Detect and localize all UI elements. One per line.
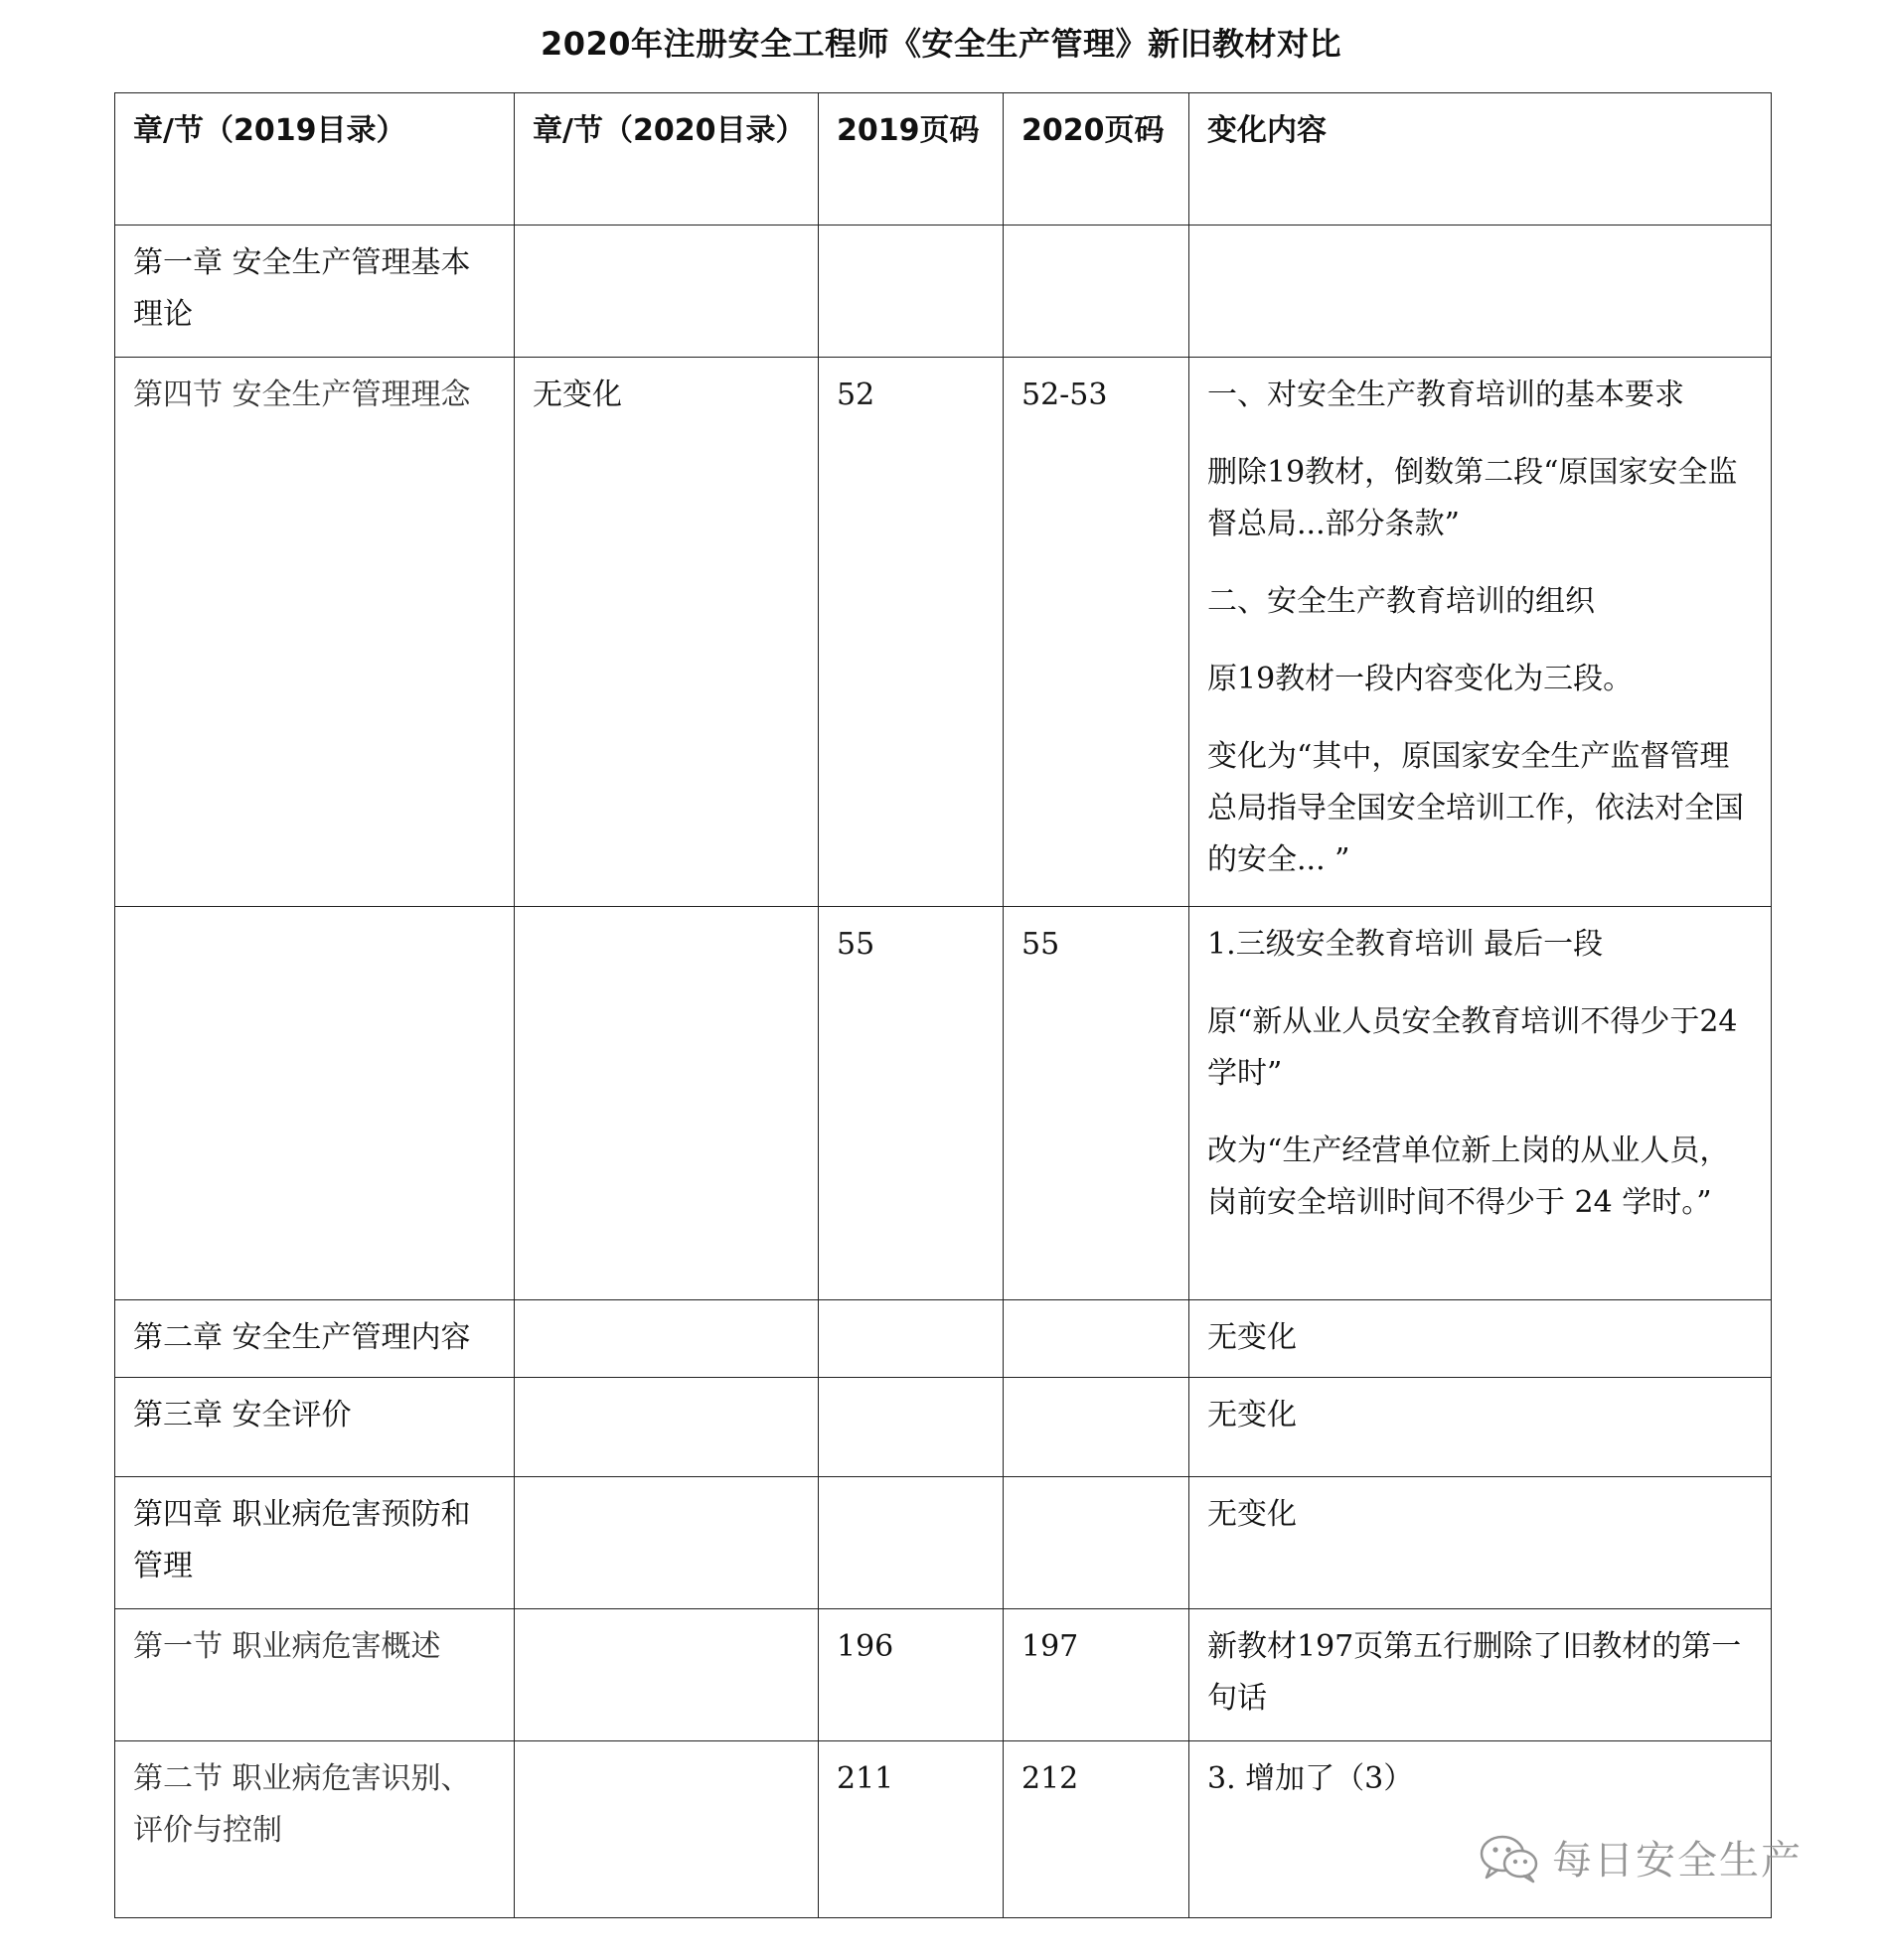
cell-changes: 新教材197页第五行删除了旧教材的第一句话 — [1189, 1609, 1772, 1741]
change-paragraph: 删除19教材，倒数第二段“原国家安全监督总局...部分条款” — [1207, 455, 1738, 541]
cell-changes — [1189, 226, 1772, 358]
cell-2019-page: 196 — [819, 1609, 1004, 1741]
section-cell: 第四节 安全生产管理理念 — [115, 358, 515, 907]
section-cell: 第二节 职业病危害识别、评价与控制 — [115, 1741, 515, 1918]
cell-2020-chapter — [515, 226, 819, 358]
change-paragraph: 1.三级安全教育培训 最后一段 — [1207, 927, 1604, 962]
table-row — [115, 1378, 1772, 1477]
cell-2019-page: 52 — [819, 358, 1004, 907]
cell-changes: 无变化 — [1189, 1300, 1772, 1378]
cell-2020-page — [1004, 226, 1189, 358]
cell-changes — [1189, 358, 1772, 907]
cell-2020-chapter — [515, 1609, 819, 1741]
table-row — [115, 907, 1772, 1300]
table-row — [115, 1300, 1772, 1378]
watermark-text: 每日安全生产 — [1552, 1838, 1803, 1884]
comparison-table — [114, 92, 1772, 1918]
table-header-row — [115, 93, 1772, 226]
change-paragraph: 变化为“其中，原国家安全生产监督管理总局指导全国安全培训工作，依法对全国的安全... ” — [1207, 739, 1744, 877]
chapter-cell: 第二章 安全生产管理内容 — [115, 1300, 515, 1378]
change-paragraph: 原“新从业人员安全教育培训不得少于24学时” — [1207, 1004, 1738, 1091]
cell-2020-chapter — [515, 907, 819, 1300]
cell-2020-chapter — [515, 1378, 819, 1477]
cell-2019-page: 211 — [819, 1741, 1004, 1918]
section-cell — [115, 907, 515, 1300]
header-2019-chapter: 章/节（2019目录） — [115, 93, 515, 226]
chapter-cell: 第四章 职业病危害预防和管理 — [115, 1477, 515, 1609]
header-changes: 变化内容 — [1189, 93, 1772, 226]
cell-2019-page — [819, 226, 1004, 358]
change-paragraph: 原19教材一段内容变化为三段。 — [1207, 662, 1634, 696]
cell-2020-page: 52-53 — [1004, 358, 1189, 907]
table-row — [115, 226, 1772, 358]
cell-2020-chapter — [515, 1477, 819, 1609]
cell-2019-page — [819, 1378, 1004, 1477]
change-paragraph: 二、安全生产教育培训的组织 — [1207, 584, 1595, 619]
cell-2019-page — [819, 1300, 1004, 1378]
cell-2020-page — [1004, 1378, 1189, 1477]
change-paragraph: 一、对安全生产教育培训的基本要求 — [1207, 377, 1684, 412]
wechat-icon — [1479, 1832, 1540, 1884]
change-paragraph: 改为“生产经营单位新上岗的从业人员，岗前安全培训时间不得少于 24 学时。” — [1207, 1133, 1730, 1220]
document-title: 2020年注册安全工程师《安全生产管理》新旧教材对比 — [540, 25, 1342, 63]
cell-2020-chapter — [515, 1300, 819, 1378]
cell-2020-page — [1004, 1477, 1189, 1609]
cell-2020-page — [1004, 1300, 1189, 1378]
table-row — [115, 1609, 1772, 1741]
header-2020-page: 2020页码 — [1004, 93, 1189, 226]
cell-2019-page — [819, 1477, 1004, 1609]
chapter-cell: 第三章 安全评价 — [115, 1378, 515, 1477]
chapter-cell: 第一章 安全生产管理基本理论 — [115, 226, 515, 358]
cell-2020-page: 212 — [1004, 1741, 1189, 1918]
cell-2020-chapter: 无变化 — [515, 358, 819, 907]
header-2019-page: 2019页码 — [819, 93, 1004, 226]
cell-changes: 无变化 — [1189, 1477, 1772, 1609]
cell-changes: 无变化 — [1189, 1378, 1772, 1477]
table-row — [115, 1477, 1772, 1609]
watermark — [1479, 1829, 1803, 1885]
table-row — [115, 358, 1772, 907]
header-2020-chapter: 章/节（2020目录） — [515, 93, 819, 226]
section-cell: 第一节 职业病危害概述 — [115, 1609, 515, 1741]
cell-2019-page: 55 — [819, 907, 1004, 1300]
cell-changes: 3. 增加了（3） — [1189, 1741, 1772, 1918]
cell-2020-chapter — [515, 1741, 819, 1918]
cell-2020-page: 197 — [1004, 1609, 1189, 1741]
cell-2020-page: 55 — [1004, 907, 1189, 1300]
cell-changes — [1189, 907, 1772, 1300]
